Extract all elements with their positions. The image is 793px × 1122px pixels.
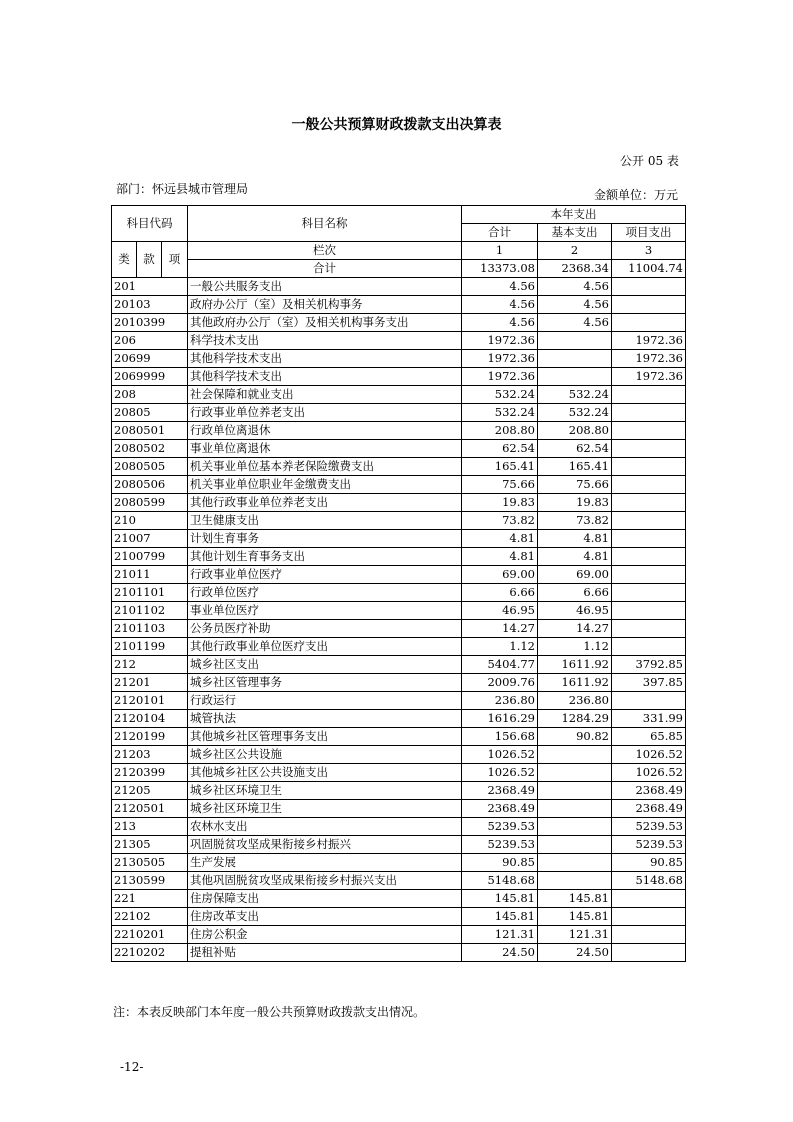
row-basic: 6.66 (538, 584, 612, 602)
row-name: 城乡社区支出 (188, 656, 462, 674)
row-name: 其他科学技术支出 (188, 368, 462, 386)
row-code: 2101102 (112, 602, 188, 620)
row-name: 其他行政事业单位医疗支出 (188, 638, 462, 656)
row-name: 其他政府办公厅（室）及相关机构事务支出 (188, 314, 462, 332)
row-total: 1026.52 (462, 764, 538, 782)
row-name: 行政事业单位医疗 (188, 566, 462, 584)
amount-unit-label: 金额单位：万元 (594, 188, 679, 202)
row-project (612, 692, 686, 710)
table-row (112, 782, 686, 800)
header-col2: 2 (538, 242, 612, 260)
row-basic: 4.56 (538, 314, 612, 332)
row-total: 4.56 (462, 278, 538, 296)
row-code: 21205 (112, 782, 188, 800)
row-basic (538, 764, 612, 782)
row-basic: 69.00 (538, 566, 612, 584)
summary-total: 13373.08 (462, 260, 538, 278)
row-name: 一般公共服务支出 (188, 278, 462, 296)
row-name: 其他行政事业单位养老支出 (188, 494, 462, 512)
table-row (112, 800, 686, 818)
table-row (112, 296, 686, 314)
row-name: 其他巩固脱贫攻坚成果衔接乡村振兴支出 (188, 872, 462, 890)
row-basic: 1.12 (538, 638, 612, 656)
row-basic: 532.24 (538, 386, 612, 404)
table-row (112, 548, 686, 566)
row-basic (538, 872, 612, 890)
row-basic: 46.95 (538, 602, 612, 620)
table-row (112, 710, 686, 728)
row-total: 4.56 (462, 314, 538, 332)
row-total: 121.31 (462, 926, 538, 944)
table-row (112, 638, 686, 656)
row-name: 社会保障和就业支出 (188, 386, 462, 404)
row-code: 213 (112, 818, 188, 836)
row-code: 2120101 (112, 692, 188, 710)
row-code: 21203 (112, 746, 188, 764)
row-project: 1972.36 (612, 368, 686, 386)
row-code: 2120199 (112, 728, 188, 746)
row-total: 2009.76 (462, 674, 538, 692)
row-basic (538, 818, 612, 836)
row-project: 331.99 (612, 710, 686, 728)
table-row (112, 764, 686, 782)
row-code: 2010399 (112, 314, 188, 332)
row-name: 其他科学技术支出 (188, 350, 462, 368)
row-project (612, 908, 686, 926)
row-code: 2080505 (112, 458, 188, 476)
row-total: 6.66 (462, 584, 538, 602)
header-lei: 类 (112, 242, 137, 278)
row-basic: 90.82 (538, 728, 612, 746)
row-basic (538, 854, 612, 872)
row-code: 210 (112, 512, 188, 530)
row-basic: 4.81 (538, 530, 612, 548)
row-basic: 4.56 (538, 296, 612, 314)
row-project (612, 404, 686, 422)
row-project: 1972.36 (612, 350, 686, 368)
row-basic: 121.31 (538, 926, 612, 944)
row-name: 城乡社区环境卫生 (188, 782, 462, 800)
row-project (612, 944, 686, 962)
row-name: 城管执法 (188, 710, 462, 728)
table-row (112, 440, 686, 458)
row-code: 20699 (112, 350, 188, 368)
row-project (612, 566, 686, 584)
table-row (112, 458, 686, 476)
row-code: 2120501 (112, 800, 188, 818)
row-project (612, 440, 686, 458)
row-code: 21305 (112, 836, 188, 854)
table-row (112, 314, 686, 332)
row-name: 城乡社区环境卫生 (188, 800, 462, 818)
row-total: 236.80 (462, 692, 538, 710)
header-total: 合计 (462, 224, 538, 242)
row-name: 住房保障支出 (188, 890, 462, 908)
row-name: 计划生育事务 (188, 530, 462, 548)
row-total: 4.81 (462, 530, 538, 548)
row-project: 1026.52 (612, 764, 686, 782)
row-total: 156.68 (462, 728, 538, 746)
row-code: 221 (112, 890, 188, 908)
row-basic: 1284.29 (538, 710, 612, 728)
row-name: 农林水支出 (188, 818, 462, 836)
row-project (612, 548, 686, 566)
row-project (612, 278, 686, 296)
page-title: 一般公共预算财政拨款支出决算表 (291, 117, 502, 133)
row-total: 4.81 (462, 548, 538, 566)
row-total: 5404.77 (462, 656, 538, 674)
row-basic: 62.54 (538, 440, 612, 458)
row-basic (538, 836, 612, 854)
row-name: 政府办公厅（室）及相关机构事务 (188, 296, 462, 314)
row-project: 5239.53 (612, 836, 686, 854)
row-basic: 14.27 (538, 620, 612, 638)
row-total: 69.00 (462, 566, 538, 584)
row-name: 卫生健康支出 (188, 512, 462, 530)
row-name: 城乡社区公共设施 (188, 746, 462, 764)
row-basic: 4.56 (538, 278, 612, 296)
row-code: 208 (112, 386, 188, 404)
row-project (612, 584, 686, 602)
table-row (112, 602, 686, 620)
row-name: 行政运行 (188, 692, 462, 710)
row-code: 20103 (112, 296, 188, 314)
row-code: 2100799 (112, 548, 188, 566)
row-code: 22102 (112, 908, 188, 926)
row-total: 73.82 (462, 512, 538, 530)
row-basic: 145.81 (538, 908, 612, 926)
row-name: 生产发展 (188, 854, 462, 872)
row-project (612, 296, 686, 314)
table-row (112, 620, 686, 638)
summary-basic: 2368.34 (538, 260, 612, 278)
table-row (112, 368, 686, 386)
table-row (112, 656, 686, 674)
table-row (112, 566, 686, 584)
row-project (612, 314, 686, 332)
row-project (612, 512, 686, 530)
table-row (112, 584, 686, 602)
row-code: 2101103 (112, 620, 188, 638)
table-row (112, 746, 686, 764)
row-project (612, 530, 686, 548)
row-project: 2368.49 (612, 782, 686, 800)
table-row (112, 854, 686, 872)
page-number: -12- (120, 1060, 144, 1074)
row-code: 2101101 (112, 584, 188, 602)
row-project: 3792.85 (612, 656, 686, 674)
row-project (612, 494, 686, 512)
row-basic: 165.41 (538, 458, 612, 476)
row-project (612, 422, 686, 440)
row-basic (538, 746, 612, 764)
row-name: 其他城乡社区管理事务支出 (188, 728, 462, 746)
row-code: 20805 (112, 404, 188, 422)
row-project: 90.85 (612, 854, 686, 872)
row-total: 4.56 (462, 296, 538, 314)
table-row (112, 404, 686, 422)
row-basic (538, 368, 612, 386)
row-code: 2080502 (112, 440, 188, 458)
row-basic: 1611.92 (538, 656, 612, 674)
row-project: 5239.53 (612, 818, 686, 836)
row-code: 2080501 (112, 422, 188, 440)
row-total: 46.95 (462, 602, 538, 620)
row-project: 5148.68 (612, 872, 686, 890)
table-row (112, 674, 686, 692)
row-total: 145.81 (462, 908, 538, 926)
table-row (112, 530, 686, 548)
row-project: 65.85 (612, 728, 686, 746)
row-code: 21011 (112, 566, 188, 584)
row-total: 1616.29 (462, 710, 538, 728)
row-total: 1972.36 (462, 350, 538, 368)
row-total: 2368.49 (462, 800, 538, 818)
row-name: 巩固脱贫攻坚成果衔接乡村振兴 (188, 836, 462, 854)
header-xiang: 项 (162, 242, 188, 278)
header-subject-name: 科目名称 (188, 206, 462, 242)
header-project: 项目支出 (612, 224, 686, 242)
row-total: 1972.36 (462, 332, 538, 350)
row-name: 住房公积金 (188, 926, 462, 944)
table-row (112, 476, 686, 494)
header-kuan: 款 (137, 242, 162, 278)
row-basic: 145.81 (538, 890, 612, 908)
row-project (612, 926, 686, 944)
row-total: 62.54 (462, 440, 538, 458)
row-code: 2210202 (112, 944, 188, 962)
row-code: 2120104 (112, 710, 188, 728)
row-total: 208.80 (462, 422, 538, 440)
row-total: 1.12 (462, 638, 538, 656)
row-total: 1026.52 (462, 746, 538, 764)
row-basic: 236.80 (538, 692, 612, 710)
row-project (612, 386, 686, 404)
expenditure-table (111, 205, 686, 962)
row-basic: 532.24 (538, 404, 612, 422)
row-code: 2080506 (112, 476, 188, 494)
row-basic: 208.80 (538, 422, 612, 440)
table-row (112, 944, 686, 962)
row-total: 5239.53 (462, 836, 538, 854)
row-project (612, 620, 686, 638)
row-code: 21007 (112, 530, 188, 548)
row-basic (538, 782, 612, 800)
table-row (112, 350, 686, 368)
table-row (112, 926, 686, 944)
row-name: 行政单位医疗 (188, 584, 462, 602)
header-col3: 3 (612, 242, 686, 260)
row-name: 提租补贴 (188, 944, 462, 962)
row-code: 2069999 (112, 368, 188, 386)
header-subject-code: 科目代码 (112, 206, 188, 242)
row-total: 19.83 (462, 494, 538, 512)
table-note: 注：本表反映部门本年度一般公共预算财政拨款支出情况。 (113, 1005, 426, 1019)
summary-row (112, 260, 686, 278)
table-code: 公开 05 表 (620, 154, 679, 168)
row-code: 2120399 (112, 764, 188, 782)
row-total: 5239.53 (462, 818, 538, 836)
table-row (112, 728, 686, 746)
row-project (612, 476, 686, 494)
header-column-no: 栏次 (188, 242, 462, 260)
row-name: 事业单位离退休 (188, 440, 462, 458)
row-code: 206 (112, 332, 188, 350)
row-name: 科学技术支出 (188, 332, 462, 350)
row-project: 2368.49 (612, 800, 686, 818)
row-project: 397.85 (612, 674, 686, 692)
row-total: 145.81 (462, 890, 538, 908)
row-total: 165.41 (462, 458, 538, 476)
row-project (612, 890, 686, 908)
row-project (612, 638, 686, 656)
row-name: 机关事业单位基本养老保险缴费支出 (188, 458, 462, 476)
row-code: 2130505 (112, 854, 188, 872)
row-basic: 73.82 (538, 512, 612, 530)
header-year-expense: 本年支出 (462, 206, 686, 224)
summary-project: 11004.74 (612, 260, 686, 278)
row-basic (538, 350, 612, 368)
row-name: 事业单位医疗 (188, 602, 462, 620)
row-name: 其他计划生育事务支出 (188, 548, 462, 566)
row-total: 90.85 (462, 854, 538, 872)
table-row (112, 512, 686, 530)
row-basic: 19.83 (538, 494, 612, 512)
table-row (112, 692, 686, 710)
row-project (612, 602, 686, 620)
row-basic: 4.81 (538, 548, 612, 566)
table-row (112, 422, 686, 440)
row-basic (538, 332, 612, 350)
table-body (112, 278, 686, 962)
row-total: 14.27 (462, 620, 538, 638)
table-row (112, 908, 686, 926)
row-name: 其他城乡社区公共设施支出 (188, 764, 462, 782)
department-label: 部门：怀远县城市管理局 (116, 182, 249, 196)
row-name: 公务员医疗补助 (188, 620, 462, 638)
row-basic: 1611.92 (538, 674, 612, 692)
row-name: 行政事业单位养老支出 (188, 404, 462, 422)
row-code: 2130599 (112, 872, 188, 890)
row-code: 2101199 (112, 638, 188, 656)
row-code: 2210201 (112, 926, 188, 944)
row-basic: 75.66 (538, 476, 612, 494)
row-code: 201 (112, 278, 188, 296)
table-row (112, 332, 686, 350)
row-code: 212 (112, 656, 188, 674)
row-total: 2368.49 (462, 782, 538, 800)
row-name: 机关事业单位职业年金缴费支出 (188, 476, 462, 494)
row-total: 5148.68 (462, 872, 538, 890)
row-project: 1972.36 (612, 332, 686, 350)
row-code: 21201 (112, 674, 188, 692)
row-basic (538, 800, 612, 818)
row-name: 城乡社区管理事务 (188, 674, 462, 692)
row-basic: 24.50 (538, 944, 612, 962)
row-total: 532.24 (462, 404, 538, 422)
row-total: 75.66 (462, 476, 538, 494)
table-row (112, 818, 686, 836)
header-basic: 基本支出 (538, 224, 612, 242)
table-row (112, 386, 686, 404)
table-row (112, 278, 686, 296)
header-col1: 1 (462, 242, 538, 260)
row-total: 24.50 (462, 944, 538, 962)
row-total: 1972.36 (462, 368, 538, 386)
table-row (112, 872, 686, 890)
summary-label: 合计 (188, 260, 462, 278)
table-row (112, 890, 686, 908)
row-code: 2080599 (112, 494, 188, 512)
table-row (112, 494, 686, 512)
table-row (112, 836, 686, 854)
row-total: 532.24 (462, 386, 538, 404)
row-name: 住房改革支出 (188, 908, 462, 926)
row-project (612, 458, 686, 476)
row-name: 行政单位离退休 (188, 422, 462, 440)
row-project: 1026.52 (612, 746, 686, 764)
